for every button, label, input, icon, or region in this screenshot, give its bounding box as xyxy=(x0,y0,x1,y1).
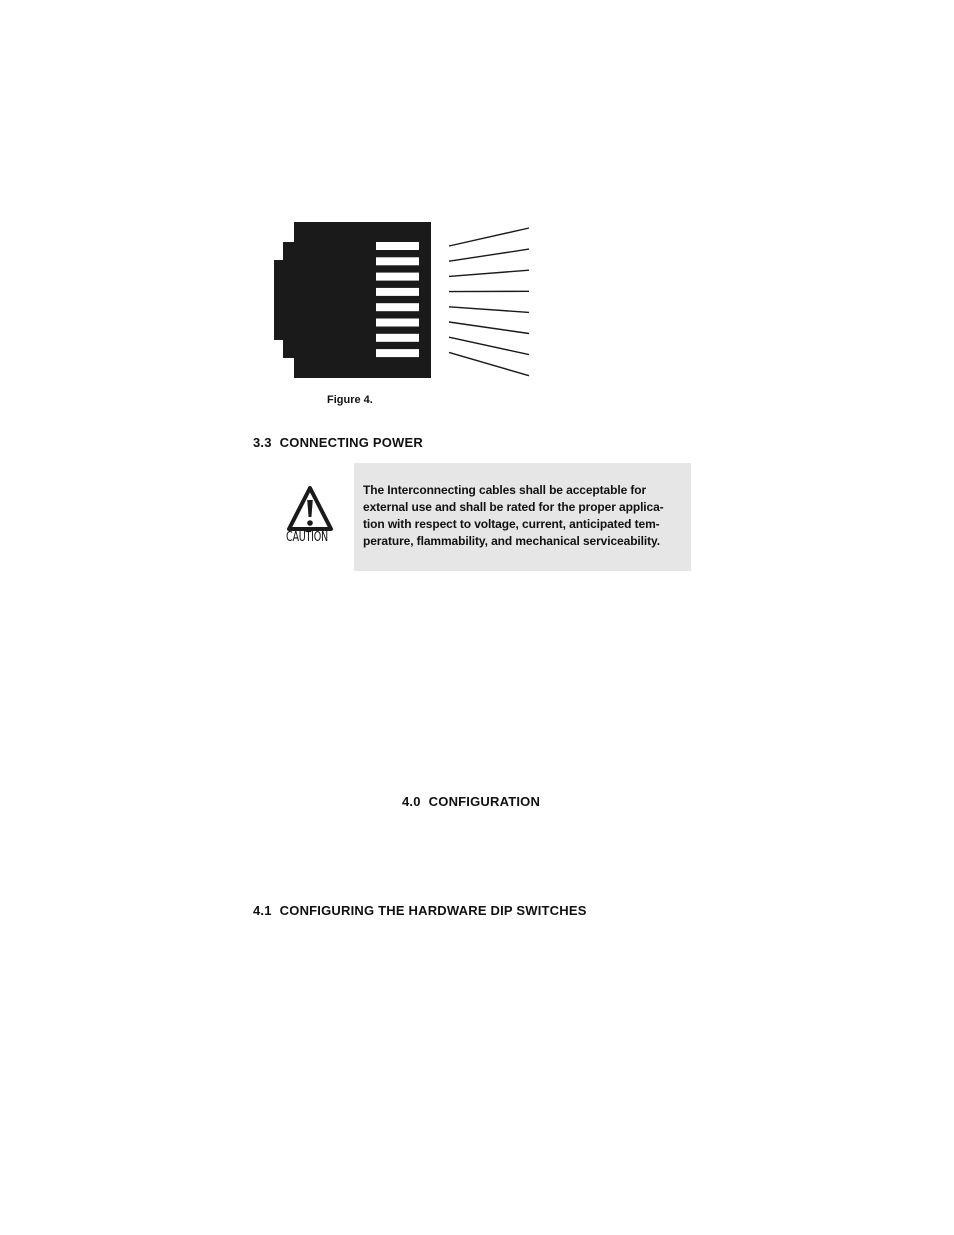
section-title: CONFIGURING THE HARDWARE DIP SWITCHES xyxy=(279,903,587,918)
section-title: CONFIGURATION xyxy=(428,794,541,809)
section-number: 3.3 xyxy=(253,435,272,450)
connector-pin xyxy=(376,242,419,250)
caution-line: external use and shall be rated for the proper applica- xyxy=(363,500,664,514)
connector-pin xyxy=(376,334,419,342)
connector-pin xyxy=(376,288,419,296)
connector-pin xyxy=(376,319,419,327)
pin-lead-line xyxy=(449,249,529,261)
caution-line: The Interconnecting cables shall be acceptable for xyxy=(363,483,647,497)
connector-pin xyxy=(376,257,419,265)
warning-triangle-icon xyxy=(286,485,334,533)
section-number: 4.0 xyxy=(402,794,421,809)
caution-box xyxy=(354,463,691,571)
connector-pin xyxy=(376,303,419,311)
section-heading-connecting-power xyxy=(253,435,423,450)
pin-lead-line xyxy=(449,352,529,375)
caution-text xyxy=(363,482,685,550)
pin-lead-line xyxy=(449,307,529,313)
section-heading-configuration xyxy=(402,794,540,809)
connector-pin xyxy=(376,349,419,357)
caution-label: CAUTION xyxy=(286,530,328,545)
caution-line: perature, flammability, and mechanical serviceability. xyxy=(363,534,660,548)
pin-lead-line xyxy=(449,228,529,246)
figure-caption: Figure 4. xyxy=(327,394,373,406)
caution-line: tion with respect to voltage, current, anticipated tem- xyxy=(363,517,660,531)
pin-lead-line xyxy=(449,270,529,276)
pin-lead-line xyxy=(449,337,529,354)
rj45-connector-icon xyxy=(272,220,534,380)
section-heading-dip-switches xyxy=(253,903,587,918)
pin-lead-line xyxy=(449,322,529,334)
section-number: 4.1 xyxy=(253,903,272,918)
connector-pin xyxy=(376,273,419,281)
section-title: CONNECTING POWER xyxy=(279,435,423,450)
